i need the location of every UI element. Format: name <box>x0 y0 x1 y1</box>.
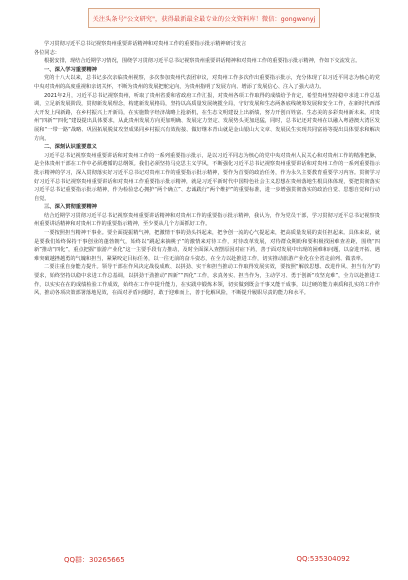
section-heading: 一、深入学习重要精神 <box>44 66 97 73</box>
document-title: 学习贯彻习近平总书记视察贵州重要讲话精神和对贵州工作的重要指示批示精神研讨发言 <box>44 41 247 47</box>
salutation: 各位同志： <box>34 49 60 56</box>
qq-contact-text: QQ:535304092 <box>296 555 350 563</box>
body-paragraph: 结合近期学习贯彻习近平总书记视察贵州重要讲话精神和对贵州工作的重要指示批示精神，我认为，作为党员干部，学习贯彻习近平总书记视察贵州重要讲话精神和对贵州工作的重要指示精神，至少要从几个方面抓好工作。 <box>34 212 380 228</box>
promo-banner-text: 关注头条号"公文研究"，获得最新最全最专业的公文资料库！微信：gongwenyj <box>92 15 316 23</box>
body-paragraph: 党的十八大以来，总书记多次亲临贵州视察，多次参加贵州代表团审议，对贵州工作多次作出重要指示批示，充分体现了以习近平同志为核心的党中央对贵州的高度重视和亲切关怀，不断为贵州的发展把舵定向，为贵州指明了发展方向、增添了发展信心、注入了强大动力。 <box>34 75 380 90</box>
body-paragraph: 二要注重自身能力提升。领导干部在作风决定战役成败、以拼劲、实干和担当推动工作取得发展实效，要按照“解放思想、改进作风、担当有为”的要求，始终坚持以稳中求进工作总基调，以拼劲干劲推动“四新”“四化”工作，求真务实、担当作为，主动学习、勇于创新“攻坚克难”，全力以赴推进工作，以实实在在的成绩检验工作成效，始终在工作中提升能力，在实践中锻炼本领，切实做到既会干事又能干成事，以过硬的能力素质和扎实的工作作风，推动各项决策部署落地见效，在面对矛盾问题时，敢于迎难而上，善于化解风险，不断提升履职尽责的能力和水平。 <box>34 264 380 297</box>
body-paragraph: 根据安排，现结合近期学习情况，围绕学习贯彻习近平总书记视察贵州重要讲话精神和对贵州工作的重要指示批示精神，作如下交流发言。 <box>44 58 361 65</box>
section-heading: 三、深入贯彻重要精神 <box>44 204 97 211</box>
section-heading: 二、深刻认识重要意义 <box>44 144 97 151</box>
qq-group-text: QQ群：30265665 <box>64 556 125 564</box>
body-paragraph: 2021年2月，习近平总书记视察贵州，听取了贵州省委和省政府工作汇报，对贵州各项工作取得的成绩给予肯定，希望贵州坚持稳中求进工作总基调，立足新发展阶段，贯彻新发展理念，构建新发展格局，坚持以高质量发展统揽全局，守好发展和生态两条底线统筹发展和安全工作，在新时代西部大开发上闯新路，在乡村振兴上开新局，在实施数字经济战略上抢新机，在生态文明建设上出新绩，努力开创百姓富、生态美的多彩贵州新未来。对贵州“四新”“四化”建设提出具体要求，从此贵州发展方向更加明确、发展定力坚定、发展势头更加迅猛，同时，总书记还对贵州在以融入粤港澳大湾区发展和“一带一路”战略、巩固拓展脱贫攻坚成果同乡村振兴有效衔接、做好继本青山就是金山银山大文章、发展民生实现共同富裕等提出具体要求和解决方向。 <box>34 92 380 142</box>
body-paragraph: 习近平总书记视察贵州重要讲话和对贵州工作的一系列重要指示批示，是以习近平同志为核心的党中央对贵州人民关心和对贵州工作的精准把脉，是全体贵州干部在工作中必须遵循的总纲领。我们必须坚持马克思主义学风，不断强化习近平总书记视察贵州重要讲话和对贵州工作的一系列重要指示批示精神的学习，深入贯彻落实好习近平总书记对贵州工作的重要指示批示精神，要作为首要的政治任务，作为永久主要教育重要学习内容。贯彻学习好习近平总书记视察贵州重要讲话和对贵州工作重要指示批示精神，就是习近平新时代中国特色社会主义思想在贵州落地生根具体体现，要把贯彻落实习近平总书记重要指示批示精神，作为检验忠心拥护“两个确立”、忠诚践行“两个维护”的重要标准，进一步增强贯彻落实的政治自觉、思想自觉和行动自觉。 <box>34 152 380 202</box>
promo-banner <box>88 8 320 28</box>
document-body <box>34 40 380 298</box>
body-paragraph: 一要按照担当精神干事业。要全面提振精气神，把激情干事的劲头抖起来，把争创一流的心气提起来，把高质量发展的责任担起来。具体来说，就是要我们始终保持干事创业的蓬勃朝气，始终以“跳起来摘桃子”的激情来对待工作，对待改革发展，对待群众期盼和要积极找困难查差距，围绕“四新”推动“四化”，重点把握“旅游产业化”这一主要手段有力推动，及时全面深入查摆原因对症下药，善于面对发展中出现的困难和问题，以奋进开拓、遇难突破越挫越勇的气魄和担当，紧紧咬定目标任务，以一往无前的奋斗姿态，在全力以赴推进工作，切实推动旅游产业化在全省走前列、做表率。 <box>34 230 380 262</box>
footer <box>64 555 350 565</box>
